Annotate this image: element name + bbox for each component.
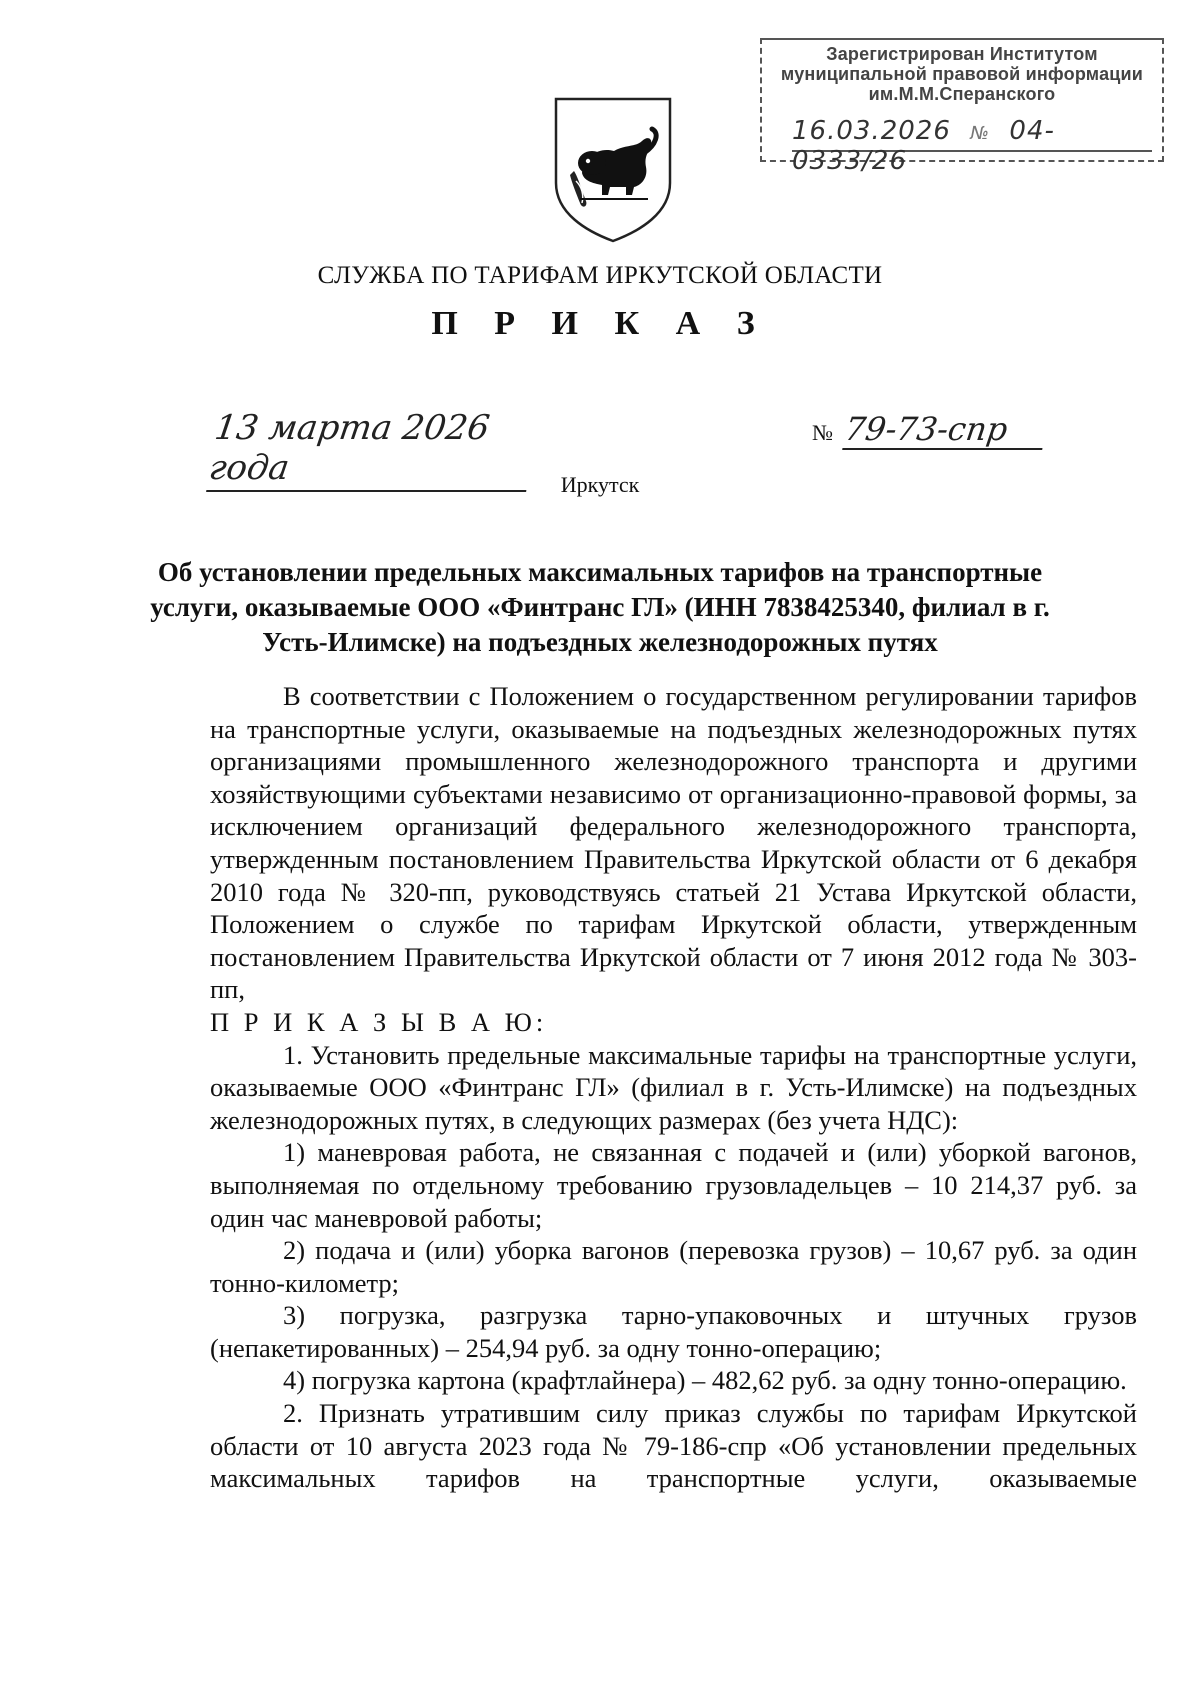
stamp-reg-number: 04-0333/26 bbox=[792, 116, 1055, 176]
number-sign: № bbox=[812, 420, 833, 445]
order-heading: Об установлении предельных максимальных тарифов на транспортные услуги, оказываемые ООО «Финтранс ГЛ» (ИНН 7838425340, филиал в г. Усть-Илимске) на подъездных железнодорожных путях bbox=[150, 557, 1050, 657]
preamble-paragraph: В соответствии с Положением о государственном регулировании тарифов на транспортные услуги, оказываемые на подъездных железнодорожных путях организациями промышленного железнодорожного транспорта и другими хозяйствующими субъектами независимо от организационно-правовой формы, за исключением организаций федерального железнодорожного транспорта, утвержденным постановлением Правительства Иркутской области от 6 декабря 2010 года № 320-пп, руководствуясь статьей 21 Устава Иркутской области, Положением о службе по тарифам Иркутской области, утвержденным постановлением Правительства Иркутской области от 7 июня 2012 года № 303-пп, bbox=[210, 681, 1137, 1005]
order-number-block bbox=[812, 410, 1062, 450]
order-date: 13 марта 2026 года bbox=[206, 408, 538, 492]
stamp-registration bbox=[792, 116, 1152, 176]
subitem-4-paragraph: 4) погрузка картона (крафтлайнера) – 482,62 руб. за одну тонно-операцию. bbox=[283, 1365, 1127, 1396]
stamp-separator: № bbox=[970, 123, 990, 144]
city: Иркутск bbox=[560, 472, 640, 497]
registration-stamp bbox=[760, 38, 1164, 176]
stamp-reg-date: 16.03.2026 bbox=[792, 116, 951, 146]
item-2-paragraph: 2. Признать утратившим силу приказ службы по тарифам Иркутской области от 10 августа 2023 года № 79-186-спр «Об установлении предельных максимальных тарифов на транспортные услуги, оказываемые bbox=[210, 1398, 1137, 1494]
subitem-1-paragraph: 1) маневровая работа, не связанная с подачей и (или) уборкой вагонов, выполняемая по отдельному требованию грузовладельцев – 10 214,37 руб. за один час маневровой работы; bbox=[210, 1137, 1137, 1233]
agency-name: СЛУЖБА ПО ТАРИФАМ ИРКУТСКОЙ ОБЛАСТИ bbox=[317, 262, 883, 289]
subitem-3-paragraph: 3) погрузка, разгрузка тарно-упаковочных и штучных грузов (непакетированных) – 254,94 руб. за одну тонно-операцию; bbox=[210, 1300, 1137, 1363]
order-number: 79-73-спр bbox=[842, 410, 1048, 450]
order-body bbox=[210, 680, 1137, 1495]
stamp-line-2: муниципальной правовой информации bbox=[780, 64, 1144, 84]
stamp-line-3: им.М.М.Сперанского bbox=[868, 84, 1056, 104]
irkutsk-coat-of-arms-icon bbox=[552, 95, 674, 245]
orders-word: П Р И К А З Ы В А Ю: bbox=[210, 1006, 548, 1037]
item-1-paragraph: 1. Установить предельные максимальные тарифы на транспортные услуги, оказываемые ООО «Финтранс ГЛ» (филиал в г. Усть-Илимске) на подъездных железнодорожных путях, в следующих размерах (без учета НДС): bbox=[210, 1039, 1137, 1135]
order-title: П Р И К А З bbox=[431, 305, 769, 342]
stamp-line-1: Зарегистрирован Институтом bbox=[826, 44, 1098, 64]
subitem-2-paragraph: 2) подача и (или) уборка вагонов (перевозка грузов) – 10,67 руб. за один тонно-километр; bbox=[210, 1235, 1137, 1298]
